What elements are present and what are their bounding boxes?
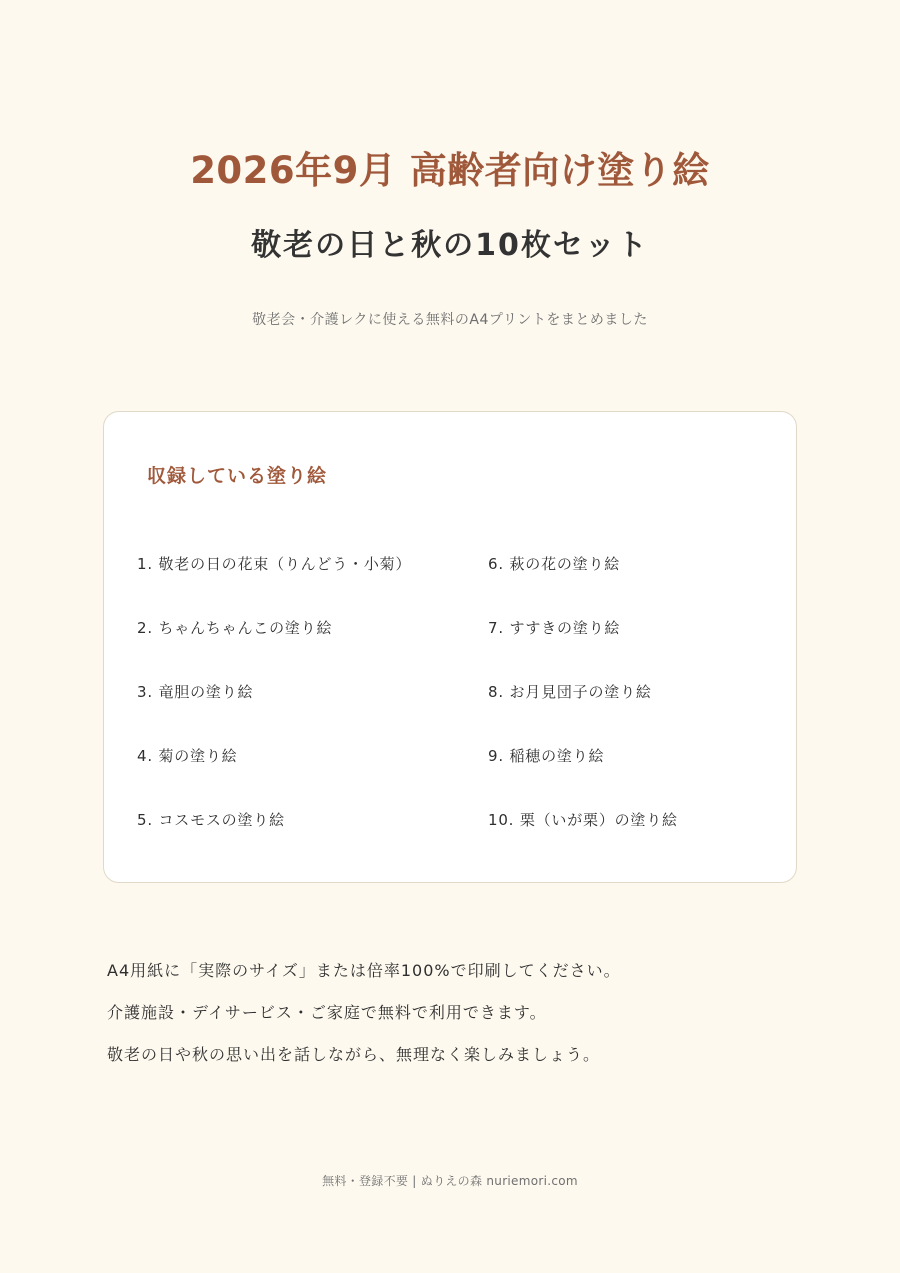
usage-note: 介護施設・デイサービス・ご家庭で無料で利用できます。 [107,1003,547,1022]
list-item: 5. コスモスの塗り絵 [137,811,285,829]
list-item: 9. 稲穂の塗り絵 [488,747,605,765]
contents-heading: 収録している塗り絵 [147,465,328,487]
page-title: 2026年9月 高齢者向け塗り絵 [190,149,710,192]
list-item: 4. 菊の塗り絵 [137,747,238,765]
enjoy-note: 敬老の日や秋の思い出を話しながら、無理なく楽しみましょう。 [107,1045,601,1064]
list-item: 8. お月見団子の塗り絵 [488,683,652,701]
list-item: 10. 栗（いが栗）の塗り絵 [488,811,678,829]
list-item: 6. 萩の花の塗り絵 [488,555,621,573]
list-item: 7. すすきの塗り絵 [488,619,621,637]
lead-text: 敬老会・介護レクに使える無料のA4プリントをまとめました [252,312,648,328]
list-item: 1. 敬老の日の花束（りんどう・小菊） [137,555,412,573]
list-item: 3. 竜胆の塗り絵 [137,683,254,701]
footer-credit: 無料・登録不要 | ぬりえの森 nuriemori.com [322,1174,578,1188]
page-subtitle: 敬老の日と秋の10枚セット [251,228,649,263]
print-instruction: A4用紙に「実際のサイズ」または倍率100%で印刷してください。 [107,961,621,980]
list-item: 2. ちゃんちゃんこの塗り絵 [137,619,333,637]
